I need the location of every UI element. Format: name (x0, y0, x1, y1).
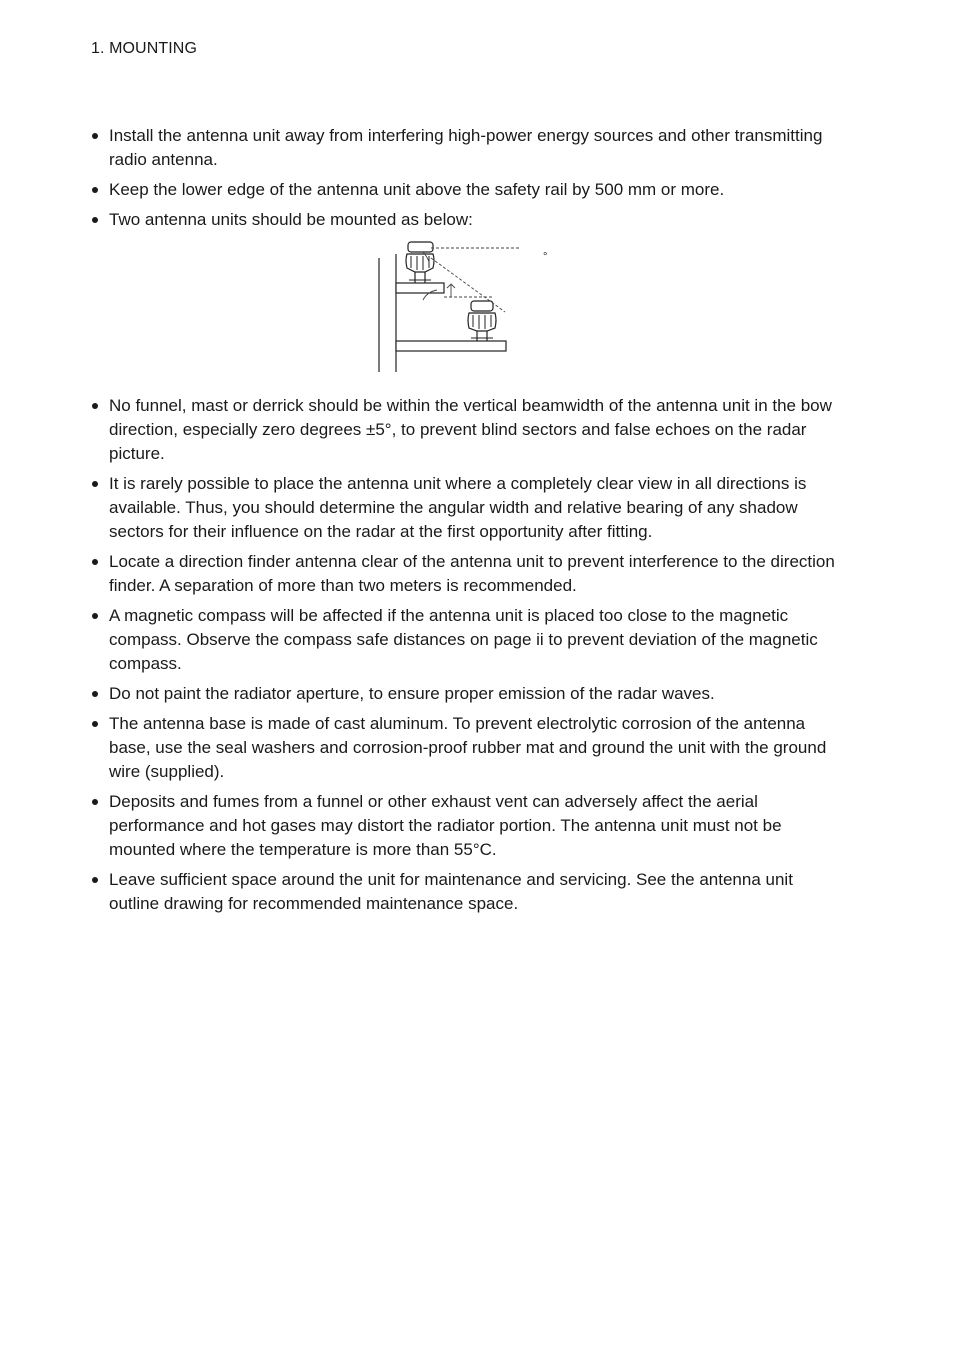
list-item (91, 124, 843, 172)
two-antenna-diagram (371, 240, 561, 374)
list-item (91, 682, 843, 706)
lower-platform (396, 341, 506, 351)
list-item (91, 208, 843, 232)
list-item-text: Deposits and fumes from a funnel or other exhaust vent can adversely affect the aerial performance and hot gases may distort the radiator portion. The antenna unit must not be mounted where the temperature is more than 55°C. (109, 792, 782, 859)
degree-mark: ° (543, 251, 548, 263)
bullet-icon (92, 403, 98, 409)
bullet-icon (92, 877, 98, 883)
list-item-text: Install the antenna unit away from interfering high-power energy sources and other transmitting radio antenna. (109, 126, 823, 169)
lower-antenna-icon (468, 301, 496, 341)
list-item-text: A magnetic compass will be affected if the antenna unit is placed too close to the magnetic compass. Observe the compass safe distances on page ii to prevent deviation of the magnetic compass. (109, 606, 818, 673)
list-item (91, 604, 843, 676)
list-item (91, 472, 843, 544)
bullet-icon (92, 217, 98, 223)
list-item (91, 550, 843, 598)
running-header: 1. MOUNTING (91, 40, 197, 57)
list-item-text: Locate a direction finder antenna clear of the antenna unit to prevent interference to the direction finder. A separation of more than two meters is recommended. (109, 552, 835, 595)
list-item-text: The antenna base is made of cast aluminum. To prevent electrolytic corrosion of the antenna base, use the seal washers and corrosion-proof rubber mat and ground the unit with the ground wire (supplied). (109, 714, 827, 781)
bullet-icon (92, 721, 98, 727)
bullet-icon (92, 799, 98, 805)
list-item (91, 790, 843, 862)
installation-guidelines-list (91, 124, 843, 922)
list-item (91, 712, 843, 784)
bullet-icon (92, 481, 98, 487)
list-item-text: Leave sufficient space around the unit for maintenance and servicing. See the antenna unit outline drawing for recommended maintenance space. (109, 870, 793, 913)
list-item (91, 178, 843, 202)
bullet-icon (92, 691, 98, 697)
bullet-icon (92, 559, 98, 565)
list-item-text: Do not paint the radiator aperture, to ensure proper emission of the radar waves. (109, 684, 715, 703)
bullet-icon (92, 133, 98, 139)
upper-platform (396, 283, 444, 293)
list-item-text: Keep the lower edge of the antenna unit above the safety rail by 500 mm or more. (109, 180, 725, 199)
list-item (91, 394, 843, 466)
list-item-text: No funnel, mast or derrick should be within the vertical beamwidth of the antenna unit in the bow direction, especially zero degrees ±5°, to prevent blind sectors and false echoes on the radar picture. (109, 396, 832, 463)
bullet-icon (92, 613, 98, 619)
upper-antenna-icon (406, 242, 434, 283)
list-item-text: Two antenna units should be mounted as below: (109, 210, 473, 229)
bullet-icon (92, 187, 98, 193)
list-item (91, 868, 843, 916)
list-item-text: It is rarely possible to place the antenna unit where a completely clear view in all directions is available. Thus, you should determine the angular width and relative bearing of any shadow sectors for their influence on the radar at the first opportunity after fitting. (109, 474, 807, 541)
antenna-mounting-figure (91, 238, 843, 384)
